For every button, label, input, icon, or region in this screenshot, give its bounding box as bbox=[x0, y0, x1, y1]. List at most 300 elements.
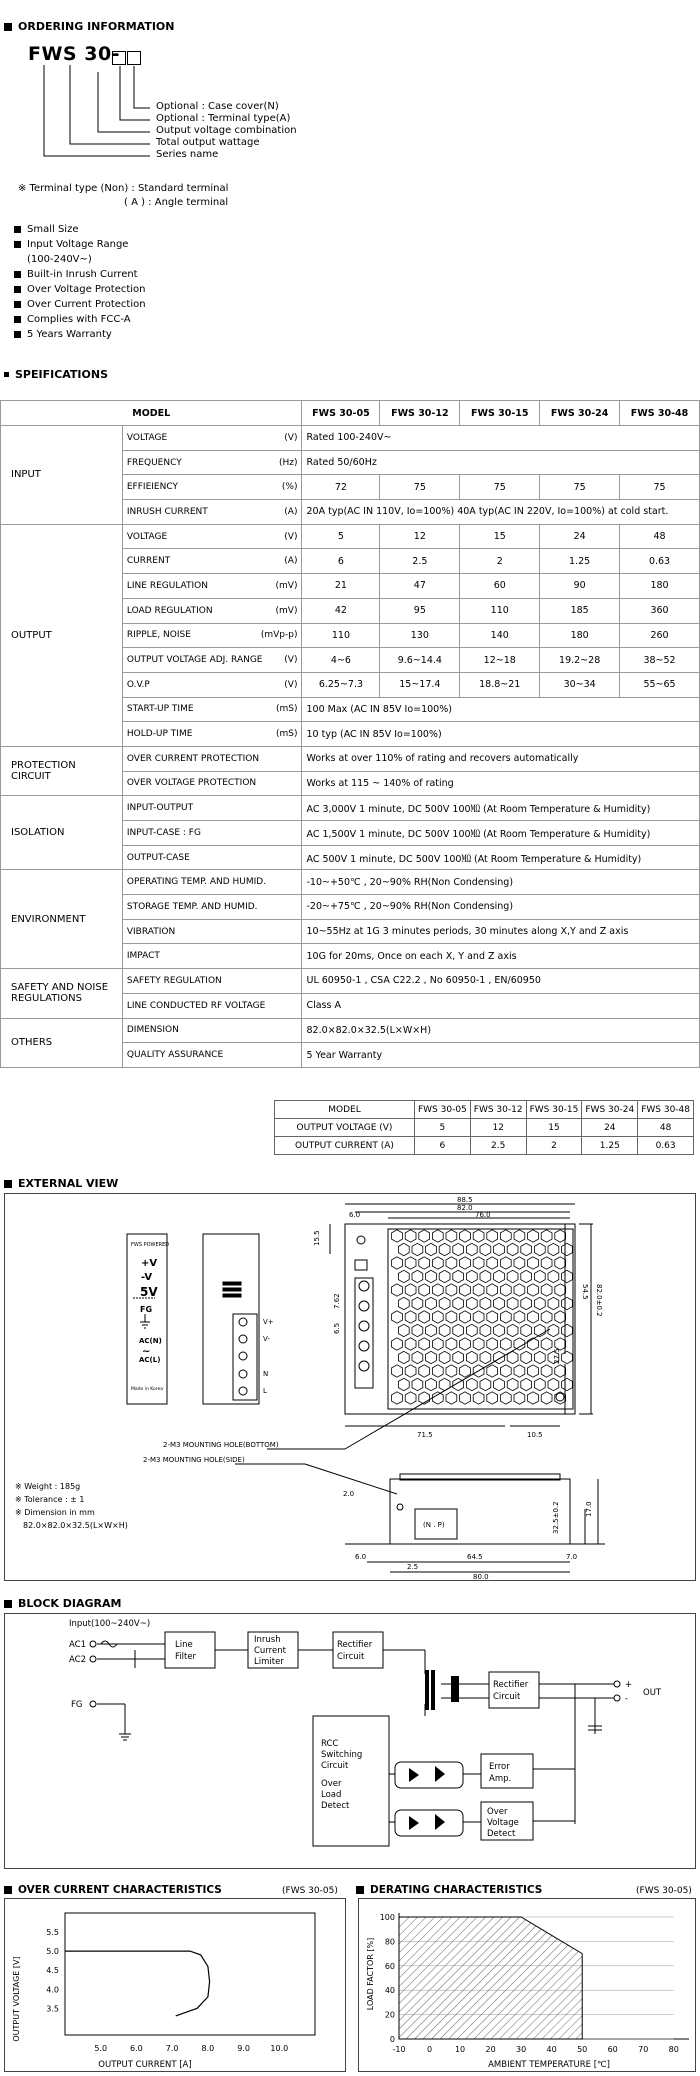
vent-hole bbox=[439, 1351, 450, 1363]
ovd-text: Detect bbox=[487, 1829, 516, 1839]
spec-row-input bbox=[1, 426, 700, 451]
compare-header-cell: FWS 30-12 bbox=[470, 1101, 526, 1119]
vent-hole bbox=[534, 1351, 545, 1363]
line-filter-text: Filter bbox=[175, 1652, 197, 1662]
spec-value-cell: 75 bbox=[620, 475, 700, 500]
dim-27-5: 27.5 bbox=[553, 1348, 561, 1364]
spec-section-title: SPEIFICATIONS bbox=[4, 368, 108, 381]
bullet-square-icon bbox=[14, 301, 21, 308]
vent-hole bbox=[412, 1324, 423, 1336]
spec-value-cell: 130 bbox=[380, 623, 460, 648]
spec-header-model: MODEL bbox=[1, 401, 302, 426]
vent-hole bbox=[466, 1378, 477, 1390]
hole-side-label: 2-M3 MOUNTING HOLE(SIDE) bbox=[143, 1456, 245, 1464]
vent-hole bbox=[555, 1365, 566, 1377]
spec-value-cell: 95 bbox=[380, 598, 460, 623]
vent-hole bbox=[487, 1365, 498, 1377]
overcurrent-y-tick: 5.0 bbox=[46, 1947, 59, 1957]
spec-item-name: VOLTAGE bbox=[126, 531, 168, 542]
spec-header-model-24: FWS 30-24 bbox=[540, 401, 620, 426]
spec-header-row bbox=[1, 401, 700, 426]
vent-hole bbox=[500, 1230, 511, 1242]
vent-hole bbox=[412, 1378, 423, 1390]
vent-hole bbox=[487, 1392, 498, 1404]
vent-hole bbox=[453, 1270, 464, 1282]
derating-x-tick: 20 bbox=[485, 2045, 496, 2054]
spec-span-cell: UL 60950-1 , CSA C22.2 , No 60950-1 , EN/60950 bbox=[302, 969, 700, 994]
side-dim-32-5: 32.5±0.2 bbox=[552, 1501, 560, 1534]
derating-panel bbox=[358, 1898, 696, 2072]
vent-hole bbox=[432, 1257, 443, 1269]
vent-hole bbox=[473, 1311, 484, 1323]
vent-hole bbox=[398, 1324, 409, 1336]
external-view-panel bbox=[4, 1193, 696, 1581]
overcurrent-x-tick: 7.0 bbox=[165, 2044, 179, 2053]
spec-span-cell: Rated 50/60Hz bbox=[302, 450, 700, 475]
derating-y-tick: 20 bbox=[384, 2010, 395, 2020]
vent-hole bbox=[392, 1365, 403, 1377]
spec-item-label bbox=[122, 426, 302, 451]
rectifier-1-box bbox=[333, 1632, 383, 1668]
overcurrent-y-tick: 3.5 bbox=[46, 2004, 59, 2014]
vent-hole bbox=[426, 1297, 437, 1309]
spec-span-cell: Works at over 110% of rating and recovers automatically bbox=[302, 746, 700, 771]
vent-hole bbox=[473, 1392, 484, 1404]
spec-value-cell: 1.25 bbox=[540, 549, 620, 574]
overcurrent-x-tick: 5.0 bbox=[94, 2044, 108, 2053]
vent-hole bbox=[521, 1324, 532, 1336]
spec-item-unit: (V) bbox=[284, 655, 298, 666]
vent-hole bbox=[398, 1378, 409, 1390]
spec-item-label bbox=[122, 500, 302, 525]
top-view-drawing bbox=[330, 1204, 593, 1426]
spec-row-output bbox=[1, 524, 700, 549]
spec-value-cell: 180 bbox=[540, 623, 620, 648]
block-plus-label: + bbox=[625, 1680, 633, 1690]
feature-item: Complies with FCC-A bbox=[14, 312, 274, 327]
derating-xlabel: AMBIENT TEMPERATURE [℃] bbox=[488, 2060, 610, 2070]
vent-hole bbox=[528, 1257, 539, 1269]
vent-hole bbox=[405, 1365, 416, 1377]
vent-hole bbox=[541, 1311, 552, 1323]
vent-hole bbox=[562, 1324, 573, 1336]
vent-hole bbox=[446, 1257, 457, 1269]
vent-hole bbox=[405, 1392, 416, 1404]
spec-span-cell: 10 typ (AC IN 85V Io=100%) bbox=[302, 722, 700, 747]
front-label-plus-v: +V bbox=[141, 1258, 158, 1269]
bullet-square-icon bbox=[14, 316, 21, 323]
bullet-square-icon bbox=[4, 1180, 12, 1188]
bullet-square-icon bbox=[14, 286, 21, 293]
spec-item-label bbox=[122, 969, 302, 994]
spec-item-name: OUTPUT VOLTAGE ADJ. RANGE bbox=[126, 655, 263, 666]
spec-span-cell: AC 500V 1 minute, DC 500V 100㏁ (At Room Temperature & Humidity) bbox=[302, 845, 700, 870]
vent-hole bbox=[392, 1230, 403, 1242]
vent-hole bbox=[514, 1284, 525, 1296]
spec-item-unit: (A) bbox=[284, 506, 298, 517]
spec-item-unit: (Hz) bbox=[278, 457, 298, 468]
vent-hole bbox=[487, 1338, 498, 1350]
optocoupler-2 bbox=[395, 1810, 463, 1836]
feature-item: Over Current Protection bbox=[14, 297, 274, 312]
vent-hole bbox=[446, 1365, 457, 1377]
vent-hole bbox=[541, 1284, 552, 1296]
vent-hole bbox=[412, 1297, 423, 1309]
spec-category-input: INPUT bbox=[1, 426, 123, 525]
vent-hole bbox=[473, 1338, 484, 1350]
vent-hole bbox=[466, 1243, 477, 1255]
block-diagram-panel bbox=[4, 1613, 696, 1869]
spec-value-cell: 48 bbox=[620, 524, 700, 549]
vent-hole bbox=[487, 1257, 498, 1269]
vent-hole bbox=[460, 1230, 471, 1242]
ordering-section-title: ORDERING INFORMATION bbox=[4, 20, 175, 33]
vent-hole bbox=[405, 1338, 416, 1350]
vent-hole bbox=[487, 1311, 498, 1323]
ovd-text: Over bbox=[487, 1807, 508, 1817]
vent-hole bbox=[432, 1392, 443, 1404]
spec-value-cell: 6 bbox=[302, 549, 380, 574]
vent-hole bbox=[398, 1351, 409, 1363]
vent-hole bbox=[473, 1284, 484, 1296]
spec-value-cell: 75 bbox=[380, 475, 460, 500]
vent-hole bbox=[426, 1378, 437, 1390]
vent-hole bbox=[507, 1270, 518, 1282]
compare-cell: 12 bbox=[470, 1119, 526, 1137]
vent-hole bbox=[528, 1230, 539, 1242]
vent-hole bbox=[521, 1243, 532, 1255]
derating-area bbox=[399, 1917, 582, 2039]
spec-item-label bbox=[122, 771, 302, 796]
terminal-note-angle: ( A ) : Angle terminal bbox=[124, 197, 229, 208]
side-dim-2-5: 2.5 bbox=[407, 1563, 419, 1571]
spec-span-cell: Class A bbox=[302, 993, 700, 1018]
vent-hole bbox=[555, 1257, 566, 1269]
vent-hole bbox=[419, 1284, 430, 1296]
spec-span-cell: 10G for 20ms, Once on each X, Y and Z axis bbox=[302, 944, 700, 969]
vent-hole bbox=[555, 1230, 566, 1242]
derating-y-tick: 0 bbox=[389, 2035, 395, 2044]
front-brand-text: FWS POWERED bbox=[131, 1242, 170, 1248]
vent-hole bbox=[460, 1365, 471, 1377]
vent-hole bbox=[500, 1284, 511, 1296]
spec-header-model-15: FWS 30-15 bbox=[460, 401, 540, 426]
error-amp-text: Error bbox=[489, 1762, 510, 1772]
spec-item-name: OUTPUT-CASE bbox=[126, 852, 190, 863]
ground-icon bbox=[140, 1314, 150, 1328]
compare-cell: 1.25 bbox=[582, 1137, 638, 1155]
spec-value-cell: 360 bbox=[620, 598, 700, 623]
vent-hole bbox=[460, 1311, 471, 1323]
vent-hole bbox=[446, 1311, 457, 1323]
spec-item-name: O.V.P bbox=[126, 679, 150, 690]
spec-item-name: LOAD REGULATION bbox=[126, 605, 213, 616]
spec-value-cell: 110 bbox=[460, 598, 540, 623]
overcurrent-y-tick: 4.5 bbox=[46, 1966, 59, 1976]
spec-item-name: EFFIEIENCY bbox=[126, 482, 178, 493]
spec-item-label bbox=[122, 524, 302, 549]
honeycomb-vent-grid bbox=[392, 1230, 573, 1404]
ordering-label-series-name: Series name bbox=[156, 149, 219, 160]
external-view-drawing bbox=[5, 1194, 695, 1580]
vent-hole bbox=[432, 1365, 443, 1377]
ovd-text: Voltage bbox=[487, 1818, 519, 1828]
spec-item-label bbox=[122, 475, 302, 500]
spec-item-label bbox=[122, 648, 302, 673]
derating-x-tick: 70 bbox=[638, 2045, 649, 2054]
vent-hole bbox=[446, 1284, 457, 1296]
spec-value-cell: 42 bbox=[302, 598, 380, 623]
derating-x-tick: -10 bbox=[392, 2045, 406, 2054]
spec-value-cell: 12~18 bbox=[460, 648, 540, 673]
vent-hole bbox=[460, 1392, 471, 1404]
spec-category-environment: ENVIRONMENT bbox=[1, 870, 123, 969]
spec-value-cell: 4~6 bbox=[302, 648, 380, 673]
derating-y-tick: 60 bbox=[384, 1961, 395, 1971]
spec-value-cell: 5 bbox=[302, 524, 380, 549]
spec-item-unit: (%) bbox=[281, 482, 298, 493]
spec-row-isolation bbox=[1, 796, 700, 821]
vent-hole bbox=[453, 1297, 464, 1309]
vent-hole bbox=[562, 1378, 573, 1390]
spec-value-cell: 60 bbox=[460, 574, 540, 599]
spec-item-name: QUALITY ASSURANCE bbox=[126, 1050, 224, 1061]
vent-hole bbox=[473, 1257, 484, 1269]
compare-header-cell: FWS 30-15 bbox=[526, 1101, 582, 1119]
vent-hole bbox=[528, 1365, 539, 1377]
overcurrent-x-tick: 10.0 bbox=[270, 2044, 289, 2053]
feature-item: Input Voltage Range bbox=[14, 237, 274, 252]
spec-value-cell: 24 bbox=[540, 524, 620, 549]
dim-54-5: 54.5 bbox=[581, 1284, 589, 1300]
vent-hole bbox=[439, 1243, 450, 1255]
side-dim-2-0: 2.0 bbox=[343, 1490, 355, 1498]
vent-hole bbox=[446, 1338, 457, 1350]
vent-hole bbox=[392, 1257, 403, 1269]
model-prefix: FWS 30- bbox=[28, 43, 121, 65]
spec-item-name: OVER CURRENT PROTECTION bbox=[126, 753, 260, 764]
vent-hole bbox=[562, 1243, 573, 1255]
vent-hole bbox=[555, 1311, 566, 1323]
vent-hole bbox=[480, 1351, 491, 1363]
vent-hole bbox=[432, 1338, 443, 1350]
spec-item-unit: (mS) bbox=[275, 704, 298, 715]
spec-value-cell: 21 bbox=[302, 574, 380, 599]
ordering-label-voltage-combination: Output voltage combination bbox=[156, 125, 297, 136]
derating-x-tick: 10 bbox=[454, 2045, 466, 2054]
bullet-square-icon bbox=[14, 241, 21, 248]
spec-span-cell: Works at 115 ~ 140% of rating bbox=[302, 771, 700, 796]
spec-item-name: START-UP TIME bbox=[126, 704, 194, 715]
side-dim-7-0: 7.0 bbox=[566, 1553, 578, 1561]
spec-item-name: IMPACT bbox=[126, 951, 160, 962]
note-tolerance: ※ Tolerance : ± 1 bbox=[15, 1495, 85, 1504]
dim-82-0-top: 82.0 bbox=[457, 1204, 473, 1212]
vent-hole bbox=[419, 1257, 430, 1269]
compare-row-current bbox=[275, 1137, 694, 1155]
block-ac1-label: AC1 bbox=[69, 1640, 87, 1650]
spec-item-label bbox=[122, 746, 302, 771]
bullet-square-icon bbox=[4, 1886, 12, 1894]
spec-value-cell: 47 bbox=[380, 574, 460, 599]
rcc-text: Circuit bbox=[321, 1761, 349, 1771]
overcurrent-series-line bbox=[65, 1951, 210, 2016]
overcurrent-y-tick: 5.5 bbox=[46, 1928, 59, 1938]
compare-header-cell: FWS 30-24 bbox=[582, 1101, 638, 1119]
spec-value-cell: 75 bbox=[460, 475, 540, 500]
spec-span-cell: -20~+75℃ , 20~90% RH(Non Condensing) bbox=[302, 895, 700, 920]
ordering-label-terminal-type: Optional : Terminal type(A) bbox=[156, 113, 291, 124]
vent-hole bbox=[405, 1230, 416, 1242]
spec-item-label bbox=[122, 450, 302, 475]
spec-row-safety bbox=[1, 969, 700, 994]
spec-item-unit: (V) bbox=[284, 432, 298, 443]
inrush-text: Current bbox=[254, 1646, 286, 1656]
spec-item-name: CURRENT bbox=[126, 556, 171, 567]
spec-item-unit: (V) bbox=[284, 531, 298, 542]
dim-15-5: 15.5 bbox=[313, 1230, 321, 1246]
spec-item-label bbox=[122, 672, 302, 697]
spec-span-cell: AC 1,500V 1 minute, DC 500V 100㏁ (At Room Temperature & Humidity) bbox=[302, 821, 700, 846]
inrush-text: Limiter bbox=[254, 1657, 284, 1667]
spec-value-cell: 38~52 bbox=[620, 648, 700, 673]
vent-hole bbox=[494, 1243, 505, 1255]
vent-hole bbox=[466, 1270, 477, 1282]
vent-hole bbox=[514, 1338, 525, 1350]
ordering-label-case-cover: Optional : Case cover(N) bbox=[156, 101, 279, 112]
vent-hole bbox=[548, 1243, 559, 1255]
vent-hole bbox=[521, 1378, 532, 1390]
derating-ylabel: LOAD FACTOR [%] bbox=[366, 1937, 375, 2011]
optocoupler-1 bbox=[395, 1762, 463, 1788]
dim-76-0: 76.0 bbox=[475, 1211, 491, 1219]
rcc-text: Detect bbox=[321, 1801, 350, 1811]
note-weight: ※ Weight : 185g bbox=[15, 1482, 81, 1491]
compare-header-row bbox=[275, 1101, 694, 1119]
vent-hole bbox=[541, 1257, 552, 1269]
spec-item-label bbox=[122, 944, 302, 969]
spec-header-model-05: FWS 30-05 bbox=[302, 401, 380, 426]
derating-y-tick: 100 bbox=[379, 1913, 395, 1922]
spec-row-protection bbox=[1, 746, 700, 771]
spec-item-unit: (mS) bbox=[275, 729, 298, 740]
spec-item-name: OPERATING TEMP. AND HUMID. bbox=[126, 877, 267, 888]
spec-row-environment bbox=[1, 870, 700, 895]
spec-item-label bbox=[122, 623, 302, 648]
inrush-text: Inrush bbox=[254, 1635, 281, 1645]
side-dim-17-0: 17.0 bbox=[585, 1501, 593, 1517]
vent-hole bbox=[473, 1230, 484, 1242]
dim-10-5: 10.5 bbox=[527, 1431, 543, 1439]
vent-hole bbox=[412, 1351, 423, 1363]
error-amp-text: Amp. bbox=[489, 1774, 512, 1784]
spec-header-model-48: FWS 30-48 bbox=[620, 401, 700, 426]
spec-item-unit: (A) bbox=[284, 556, 298, 567]
vent-hole bbox=[466, 1297, 477, 1309]
terminal-note-standard: ※ Terminal type (Non) : Standard terminal bbox=[18, 183, 229, 194]
vent-hole bbox=[514, 1392, 525, 1404]
overcurrent-model: (FWS 30-05) bbox=[282, 1886, 338, 1896]
spec-item-label bbox=[122, 870, 302, 895]
vent-hole bbox=[405, 1284, 416, 1296]
block-out-label: OUT bbox=[643, 1688, 662, 1698]
terminal-side-view bbox=[203, 1234, 274, 1404]
spec-value-cell: 2 bbox=[460, 549, 540, 574]
spec-value-cell: 18.8~21 bbox=[460, 672, 540, 697]
vent-hole bbox=[528, 1338, 539, 1350]
vent-hole bbox=[460, 1284, 471, 1296]
spec-value-cell: 72 bbox=[302, 475, 380, 500]
vent-hole bbox=[487, 1284, 498, 1296]
vent-hole bbox=[514, 1230, 525, 1242]
vent-hole bbox=[405, 1311, 416, 1323]
compare-header-cell: MODEL bbox=[275, 1101, 415, 1119]
vent-hole bbox=[507, 1297, 518, 1309]
spec-item-name: DIMENSION bbox=[126, 1025, 179, 1036]
vent-hole bbox=[514, 1257, 525, 1269]
vent-hole bbox=[480, 1243, 491, 1255]
bullet-square-icon bbox=[14, 331, 21, 338]
spec-span-cell: 100 Max (AC IN 85V Io=100%) bbox=[302, 697, 700, 722]
vent-hole bbox=[460, 1338, 471, 1350]
block-diagram-drawing bbox=[5, 1614, 695, 1868]
vent-hole bbox=[534, 1270, 545, 1282]
spec-value-cell: 55~65 bbox=[620, 672, 700, 697]
spec-span-cell: AC 3,000V 1 minute, DC 500V 100㏁ (At Room Temperature & Humidity) bbox=[302, 796, 700, 821]
vent-hole bbox=[392, 1284, 403, 1296]
note-dimension: ※ Dimension in mm bbox=[15, 1508, 95, 1517]
dim-71-5: 71.5 bbox=[417, 1431, 433, 1439]
spec-value-cell: 6.25~7.3 bbox=[302, 672, 380, 697]
vent-hole bbox=[494, 1351, 505, 1363]
vent-hole bbox=[446, 1392, 457, 1404]
vent-hole bbox=[453, 1324, 464, 1336]
spec-item-label bbox=[122, 796, 302, 821]
dim-82-0-right: 82.0±0.2 bbox=[595, 1284, 603, 1317]
spec-value-cell: 90 bbox=[540, 574, 620, 599]
spec-value-cell: 110 bbox=[302, 623, 380, 648]
vent-hole bbox=[562, 1297, 573, 1309]
vent-hole bbox=[398, 1270, 409, 1282]
vent-hole bbox=[500, 1392, 511, 1404]
front-made-in-text: Made in Korea bbox=[131, 1387, 163, 1392]
vent-hole bbox=[460, 1257, 471, 1269]
vent-hole bbox=[521, 1297, 532, 1309]
vent-hole bbox=[514, 1365, 525, 1377]
bullet-square-icon bbox=[356, 1886, 364, 1894]
vent-hole bbox=[432, 1230, 443, 1242]
vent-hole bbox=[534, 1297, 545, 1309]
feature-item: Over Voltage Protection bbox=[14, 282, 274, 297]
vent-hole bbox=[412, 1270, 423, 1282]
vent-hole bbox=[398, 1243, 409, 1255]
spec-item-unit: (mVp-p) bbox=[260, 630, 298, 641]
spec-item-name: OVER VOLTAGE PROTECTION bbox=[126, 778, 257, 789]
derating-x-tick: 0 bbox=[426, 2045, 433, 2054]
block-minus-label: - bbox=[625, 1694, 629, 1704]
model-compare-table bbox=[274, 1100, 694, 1155]
input-terminals bbox=[90, 1641, 620, 1707]
vent-hole bbox=[419, 1311, 430, 1323]
overcurrent-panel bbox=[4, 1898, 346, 2072]
vent-hole bbox=[426, 1270, 437, 1282]
block-section-title: BLOCK DIAGRAM bbox=[4, 1597, 121, 1610]
vent-hole bbox=[453, 1243, 464, 1255]
overcurrent-chart bbox=[5, 1899, 345, 2071]
rcc-text: RCC bbox=[321, 1739, 339, 1749]
vent-hole bbox=[534, 1378, 545, 1390]
front-label-ac-l: AC(L) bbox=[139, 1356, 161, 1364]
